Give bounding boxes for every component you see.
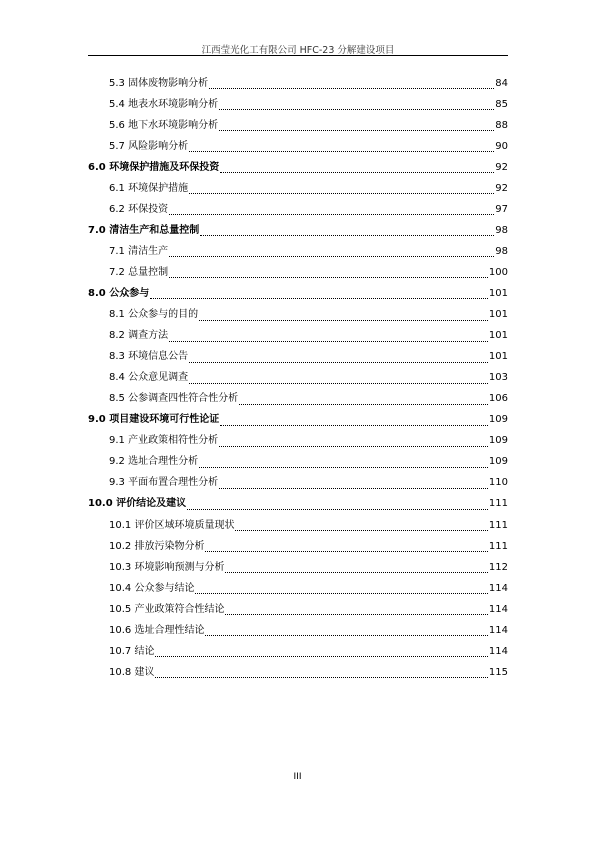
toc-subsection-entry[interactable] <box>88 73 508 94</box>
toc-subsection-entry[interactable] <box>88 305 508 326</box>
toc-entry-page: 109 <box>488 435 508 447</box>
toc-entry-page: 101 <box>488 309 508 321</box>
toc-entry-label: 8.5 公参调查四性符合性分析 <box>109 393 239 405</box>
toc-dot-leader <box>205 625 487 636</box>
toc-entry-label: 8.1 公众参与的目的 <box>109 309 199 321</box>
toc-dot-leader <box>220 415 488 426</box>
toc-entry-label: 9.2 选址合理性分析 <box>109 456 199 468</box>
toc-section-entry[interactable] <box>88 283 508 304</box>
toc-entry-label: 9.0 项目建设环境可行性论证 <box>88 414 220 426</box>
toc-entry-page: 101 <box>488 287 508 299</box>
toc-entry-label: 8.4 公众意见调查 <box>109 372 189 384</box>
toc-entry-page: 84 <box>495 77 508 89</box>
toc-entry-page: 88 <box>495 119 508 131</box>
toc-entry-label: 5.3 固体废物影响分析 <box>109 77 209 89</box>
toc-dot-leader <box>209 78 494 89</box>
header-divider <box>88 55 508 56</box>
toc-dot-leader <box>189 141 494 152</box>
toc-subsection-entry[interactable] <box>88 347 508 368</box>
toc-entry-page: 114 <box>488 582 508 594</box>
toc-entry-label: 9.3 平面布置合理性分析 <box>109 477 219 489</box>
toc-dot-leader <box>205 541 487 552</box>
toc-subsection-entry[interactable] <box>88 262 508 283</box>
page-number: III <box>293 772 302 782</box>
toc-subsection-entry[interactable] <box>88 178 508 199</box>
toc-entry-page: 106 <box>488 393 508 405</box>
toc-entry-label: 8.3 环境信息公告 <box>109 351 189 363</box>
toc-dot-leader <box>189 183 494 194</box>
toc-entry-label: 10.0 评价结论及建议 <box>88 498 187 510</box>
toc-entry-label: 10.4 公众参与结论 <box>109 582 195 594</box>
toc-subsection-entry[interactable] <box>88 241 508 262</box>
toc-subsection-entry[interactable] <box>88 368 508 389</box>
toc-dot-leader <box>150 288 488 299</box>
toc-entry-page: 85 <box>495 98 508 110</box>
toc-entry-page: 110 <box>488 477 508 489</box>
toc-dot-leader <box>195 583 487 594</box>
toc-dot-leader <box>169 246 494 257</box>
toc-entry-page: 98 <box>495 224 508 236</box>
toc-subsection-entry[interactable] <box>88 389 508 410</box>
toc-entry-label: 10.3 环境影响预测与分析 <box>109 561 225 573</box>
toc-entry-label: 7.2 总量控制 <box>109 266 169 278</box>
toc-entry-label: 8.0 公众参与 <box>88 287 150 299</box>
toc-entry-label: 10.6 选址合理性结论 <box>109 624 205 636</box>
toc-section-entry[interactable] <box>88 220 508 241</box>
toc-dot-leader <box>169 331 488 342</box>
toc-entry-label: 10.8 建议 <box>109 666 155 678</box>
toc-dot-leader <box>235 520 487 531</box>
toc-entry-page: 100 <box>488 266 508 278</box>
toc-entry-label: 9.1 产业政策相符性分析 <box>109 435 219 447</box>
toc-subsection-entry[interactable] <box>88 326 508 347</box>
toc-dot-leader <box>169 267 488 278</box>
toc-entry-page: 109 <box>488 414 508 426</box>
toc-entry-page: 112 <box>488 561 508 573</box>
toc-entry-page: 111 <box>488 519 508 531</box>
toc-entry-label: 10.7 结论 <box>109 645 155 657</box>
toc-entry-page: 92 <box>495 161 508 173</box>
toc-subsection-entry[interactable] <box>88 557 508 578</box>
toc-entry-page: 98 <box>495 245 508 257</box>
toc-subsection-entry[interactable] <box>88 536 508 557</box>
page-header-title: 江西莹光化工有限公司 HFC-23 分解建设项目 <box>201 45 395 56</box>
toc-entry-label: 7.1 清洁生产 <box>109 245 169 257</box>
toc-entry-label: 8.2 调查方法 <box>109 330 169 342</box>
toc-entry-page: 109 <box>488 456 508 468</box>
toc-entry-page: 103 <box>488 372 508 384</box>
toc-dot-leader <box>169 204 494 215</box>
toc-entry-page: 114 <box>488 645 508 657</box>
toc-entry-label: 5.7 风险影响分析 <box>109 140 189 152</box>
toc-subsection-entry[interactable] <box>88 115 508 136</box>
toc-entry-label: 6.2 环保投资 <box>109 203 169 215</box>
toc-entry-page: 101 <box>488 330 508 342</box>
toc-dot-leader <box>239 394 488 405</box>
toc-dot-leader <box>219 99 494 110</box>
toc-dot-leader <box>187 499 488 510</box>
toc-section-entry[interactable] <box>88 157 508 178</box>
toc-subsection-entry[interactable] <box>88 620 508 641</box>
toc-dot-leader <box>219 478 488 489</box>
toc-dot-leader <box>155 667 487 678</box>
toc-entry-label: 6.0 环境保护措施及环保投资 <box>88 161 220 173</box>
toc-subsection-entry[interactable] <box>88 515 508 536</box>
toc-entry-page: 115 <box>488 666 508 678</box>
toc-entry-page: 101 <box>488 351 508 363</box>
toc-dot-leader <box>219 120 494 131</box>
toc-dot-leader <box>225 604 487 615</box>
toc-entry-label: 5.4 地表水环境影响分析 <box>109 98 219 110</box>
toc-entry-label: 7.0 清洁生产和总量控制 <box>88 224 200 236</box>
toc-subsection-entry[interactable] <box>88 199 508 220</box>
toc-entry-label: 10.2 排放污染物分析 <box>109 540 205 552</box>
toc-entry-page: 111 <box>488 540 508 552</box>
toc-entry-page: 114 <box>488 603 508 615</box>
toc-entry-page: 111 <box>488 498 508 510</box>
toc-subsection-entry[interactable] <box>88 94 508 115</box>
toc-subsection-entry[interactable] <box>88 136 508 157</box>
toc-dot-leader <box>220 162 494 173</box>
toc-entry-page: 90 <box>495 140 508 152</box>
toc-dot-leader <box>225 562 487 573</box>
toc-subsection-entry[interactable] <box>88 452 508 473</box>
table-of-contents <box>88 73 508 683</box>
toc-dot-leader <box>200 225 494 236</box>
toc-dot-leader <box>189 373 488 384</box>
toc-entry-label: 6.1 环境保护措施 <box>109 182 189 194</box>
toc-dot-leader <box>199 310 488 321</box>
toc-dot-leader <box>189 352 488 363</box>
toc-entry-label: 5.6 地下水环境影响分析 <box>109 119 219 131</box>
toc-dot-leader <box>199 457 488 468</box>
toc-entry-page: 114 <box>488 624 508 636</box>
toc-entry-page: 92 <box>495 182 508 194</box>
toc-entry-label: 10.1 评价区域环境质量现状 <box>109 519 235 531</box>
toc-subsection-entry[interactable] <box>88 599 508 620</box>
toc-subsection-entry[interactable] <box>88 431 508 452</box>
toc-section-entry[interactable] <box>88 494 508 515</box>
toc-entry-label: 10.5 产业政策符合性结论 <box>109 603 225 615</box>
toc-entry-page: 97 <box>495 203 508 215</box>
toc-dot-leader <box>155 646 487 657</box>
toc-subsection-entry[interactable] <box>88 473 508 494</box>
toc-dot-leader <box>219 436 488 447</box>
toc-subsection-entry[interactable] <box>88 578 508 599</box>
toc-subsection-entry[interactable] <box>88 641 508 662</box>
toc-section-entry[interactable] <box>88 410 508 431</box>
toc-subsection-entry[interactable] <box>88 662 508 683</box>
